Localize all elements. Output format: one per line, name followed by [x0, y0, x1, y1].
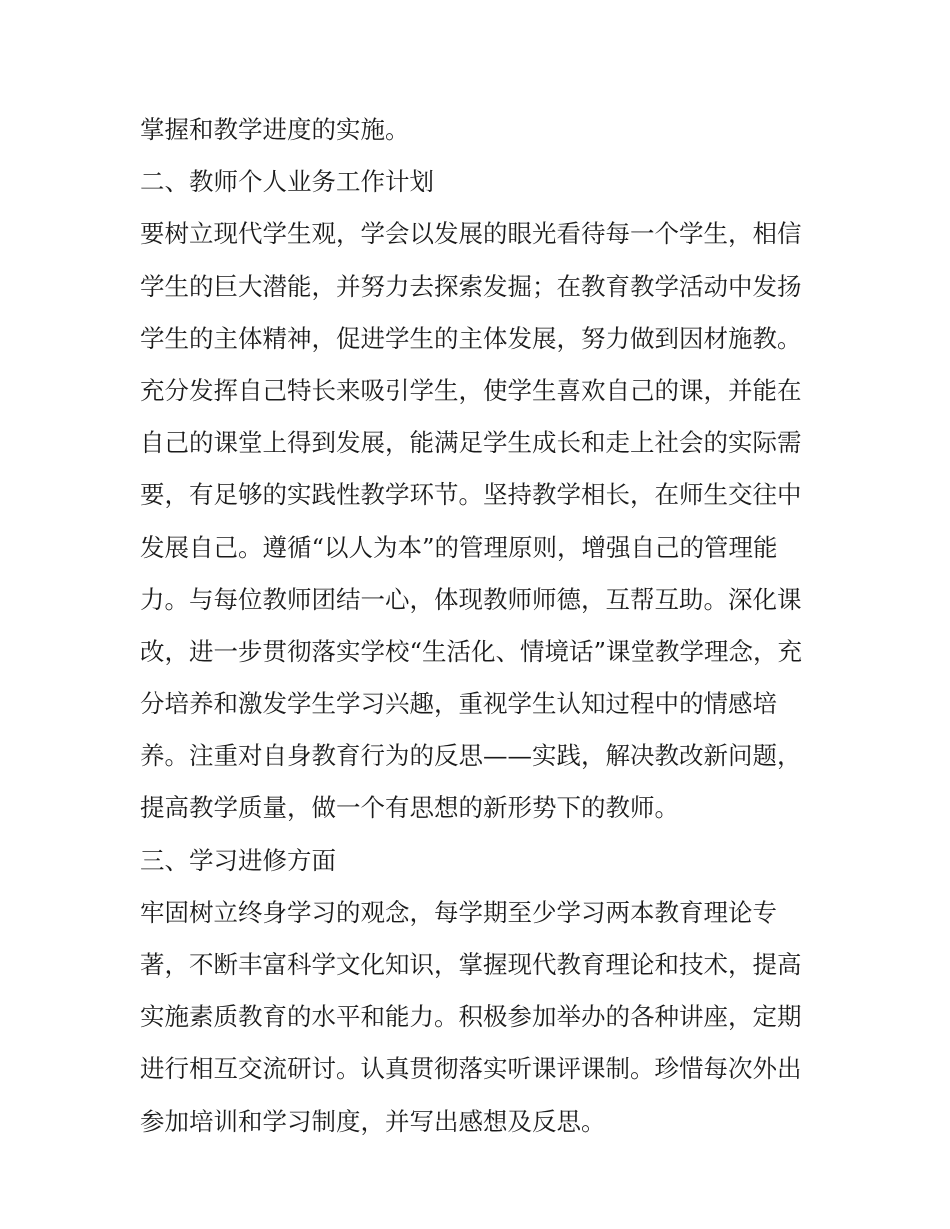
text-line: 参加培训和学习制度，并写出感想及反思。	[140, 1106, 606, 1136]
text-line: 要树立现代学生观，学会以发展的眼光看待每一个学生，相信	[140, 219, 802, 249]
text-line: 养。注重对自身教育行为的反思——实践，解决教改新问题，	[140, 741, 802, 771]
text-line: 提高教学质量，做一个有思想的新形势下的教师。	[140, 793, 679, 823]
text-line: 著，不断丰富科学文化知识，掌握现代教育理论和技术，提高	[140, 950, 802, 979]
text-line: 自己的课堂上得到发展，能满足学生成长和走上社会的实际需	[140, 428, 802, 458]
document-body	[140, 104, 830, 1148]
text-line: 发展自己。遵循“以人为本”的管理原则，增强自己的管理能	[140, 532, 778, 562]
text-line: 学生的主体精神，促进学生的主体发展，努力做到因材施教。	[140, 323, 802, 353]
section-heading-3: 三、学习进修方面	[140, 845, 336, 875]
text-line: 充分发挥自己特长来吸引学生，使学生喜欢自己的课，并能在	[140, 375, 802, 405]
text-line: 实施素质教育的水平和能力。积极参加举办的各种讲座，定期	[140, 1002, 802, 1032]
text-line: 掌握和教学进度的实施。	[140, 115, 410, 144]
text-line: 改，进一步贯彻落实学校“生活化、情境话”课堂教学理念，充	[140, 636, 803, 666]
text-line: 进行相互交流研讨。认真贯彻落实听课评课制。珍惜每次外出	[140, 1054, 802, 1084]
text-line: 分培养和激发学生学习兴趣，重视学生认知过程中的情感培	[140, 689, 777, 719]
text-line: 要，有足够的实践性教学环节。坚持教学相长，在师生交往中	[140, 480, 802, 510]
text-line: 学生的巨大潜能，并努力去探索发掘；在教育教学活动中发扬	[140, 271, 802, 301]
text-line: 牢固树立终身学习的观念，每学期至少学习两本教育理论专	[140, 897, 777, 927]
section-heading-2: 二、教师个人业务工作计划	[140, 167, 434, 197]
text-line: 力。与每位教师团结一心，体现教师师德，互帮互助。深化课	[140, 584, 802, 614]
